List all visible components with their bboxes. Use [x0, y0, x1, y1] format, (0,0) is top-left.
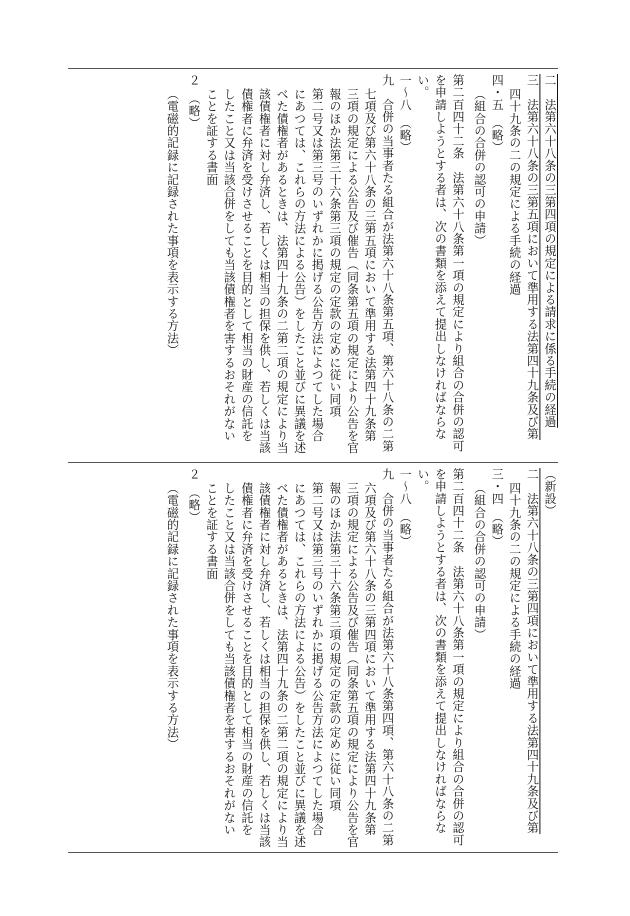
- item-3-line: 三 法第六十八条の三第五項において準用する法第四十九条及び第: [525, 74, 540, 440]
- item-9-line-4: 報のほか法第三十六条第三項の規定の定款の定めに従い同項: [327, 87, 342, 417]
- article-text-line-2: を申請しようとする者は、次の書類を添えて提出しなければならな: [433, 74, 448, 440]
- paragraph-2-line: ２ （略）: [187, 468, 202, 524]
- revised-text-column: [78, 74, 558, 454]
- item-9-line-3: 三項の規定による公告及び催告（同条第五項の規定により公告を官: [345, 87, 360, 454]
- item-9-line-9: 債権者に弁済を受けさせることを目的として相当の財産の信託を: [239, 481, 254, 836]
- items-3-4-line: 三・四 （略）: [490, 468, 505, 548]
- article-heading: （組合の合併の認可の申請）: [472, 87, 487, 247]
- article-text-line-2: を申請しようとする者は、次の書類を添えて提出しなければならな: [433, 468, 448, 834]
- article-heading: （組合の合併の認可の申請）: [472, 481, 487, 641]
- item-9-line-11: ことを証する書面: [204, 481, 219, 580]
- items-4-5-line: 四・五 （略）: [490, 74, 505, 154]
- item-9-line-10: したこと又は当該合併をしても当該債権者を害するおそれがない: [222, 87, 237, 442]
- article-text-line-3: い。: [415, 74, 430, 99]
- item-2-line: 二 法第六十八条の三第四項の規定による請求に係る手続の経過: [543, 74, 557, 428]
- item-9-line-1: 九 合併の当事者たる組合が法第六十八条第五項、第六十八条の二第: [380, 74, 395, 453]
- item-9-line-7: べた債権者があるときは、法第四十九条の二第二項の規定により当: [275, 481, 290, 848]
- bottom-rule: [68, 852, 558, 853]
- top-rule: [68, 68, 558, 69]
- item-9-line-7: べた債権者があるときは、法第四十九条の二第二項の規定により当: [275, 87, 290, 454]
- item-9-line-6: にあつては、これらの方法による公告）をしたこと並びに異議を述: [292, 481, 307, 848]
- middle-rule: [68, 462, 558, 463]
- item-9-line-5: 第二号又は第三号のいずれかに掲げる公告方法によつてした場合: [310, 87, 325, 442]
- article-text-line-1: 第二百四十二条 法第六十八条第一項の規定により組合の合併の認可: [451, 468, 466, 847]
- item-9-line-3: 三項の規定による公告及び催告（同条第五項の規定により公告を官: [345, 481, 360, 848]
- item-3-continuation: 四十九条の二の規定による手続の経過: [507, 87, 522, 295]
- paragraph-2-line: ２ （略）: [187, 74, 202, 130]
- item-9-line-8: 該債権者に対し弁済し、若しくは相当の担保を供し、若しくは当該: [257, 481, 272, 848]
- current-text-column: [78, 468, 558, 848]
- item-9-line-10: したこと又は当該合併をしても当該債権者を害するおそれがない: [222, 481, 237, 836]
- item-9-line-2: 六項及び第六十八条の三第四項において準用する法第四十九条第: [363, 481, 378, 836]
- item-9-line-9: 債権者に弁済を受けさせることを目的として相当の財産の信託を: [239, 87, 254, 442]
- item-9-line-1: 九 合併の当事者たる組合が法第六十八条第四項、第六十八条の二第: [380, 468, 395, 847]
- item-9-line-5: 第二号又は第三号のいずれかに掲げる公告方法によつてした場合: [310, 481, 325, 836]
- item-2-continuation: 四十九条の二の規定による手続の経過: [507, 481, 522, 689]
- item-9-line-4: 報のほか法第三十六条第三項の規定の定款の定めに従い同項: [327, 481, 342, 811]
- item-9-line-11: ことを証する書面: [204, 87, 219, 186]
- item-9-line-2: 七項及び第六十八条の三第五項において準用する法第四十九条第: [363, 87, 378, 442]
- next-article-caption: （電磁的記録に記録された事項を表示する方法）: [165, 87, 180, 356]
- next-article-caption: （電磁的記録に記録された事項を表示する方法）: [165, 481, 180, 750]
- items-1-8-line: 一～八 （略）: [398, 468, 413, 548]
- items-1-8-line: 一～八 （略）: [398, 74, 413, 154]
- article-text-line-1: 第二百四十二条 法第六十八条第一項の規定により組合の合併の認可: [451, 74, 466, 453]
- new-provision-marker: （新設）: [543, 468, 557, 517]
- article-text-line-3: い。: [415, 468, 430, 493]
- item-2-line: 二 法第六十八条の三第四項において準用する法第四十九条及び第: [525, 468, 540, 834]
- item-9-line-6: にあつては、これらの方法による公告）をしたこと並びに異議を述: [292, 87, 307, 454]
- item-9-line-8: 該債権者に対し弁済し、若しくは相当の担保を供し、若しくは当該: [257, 87, 272, 454]
